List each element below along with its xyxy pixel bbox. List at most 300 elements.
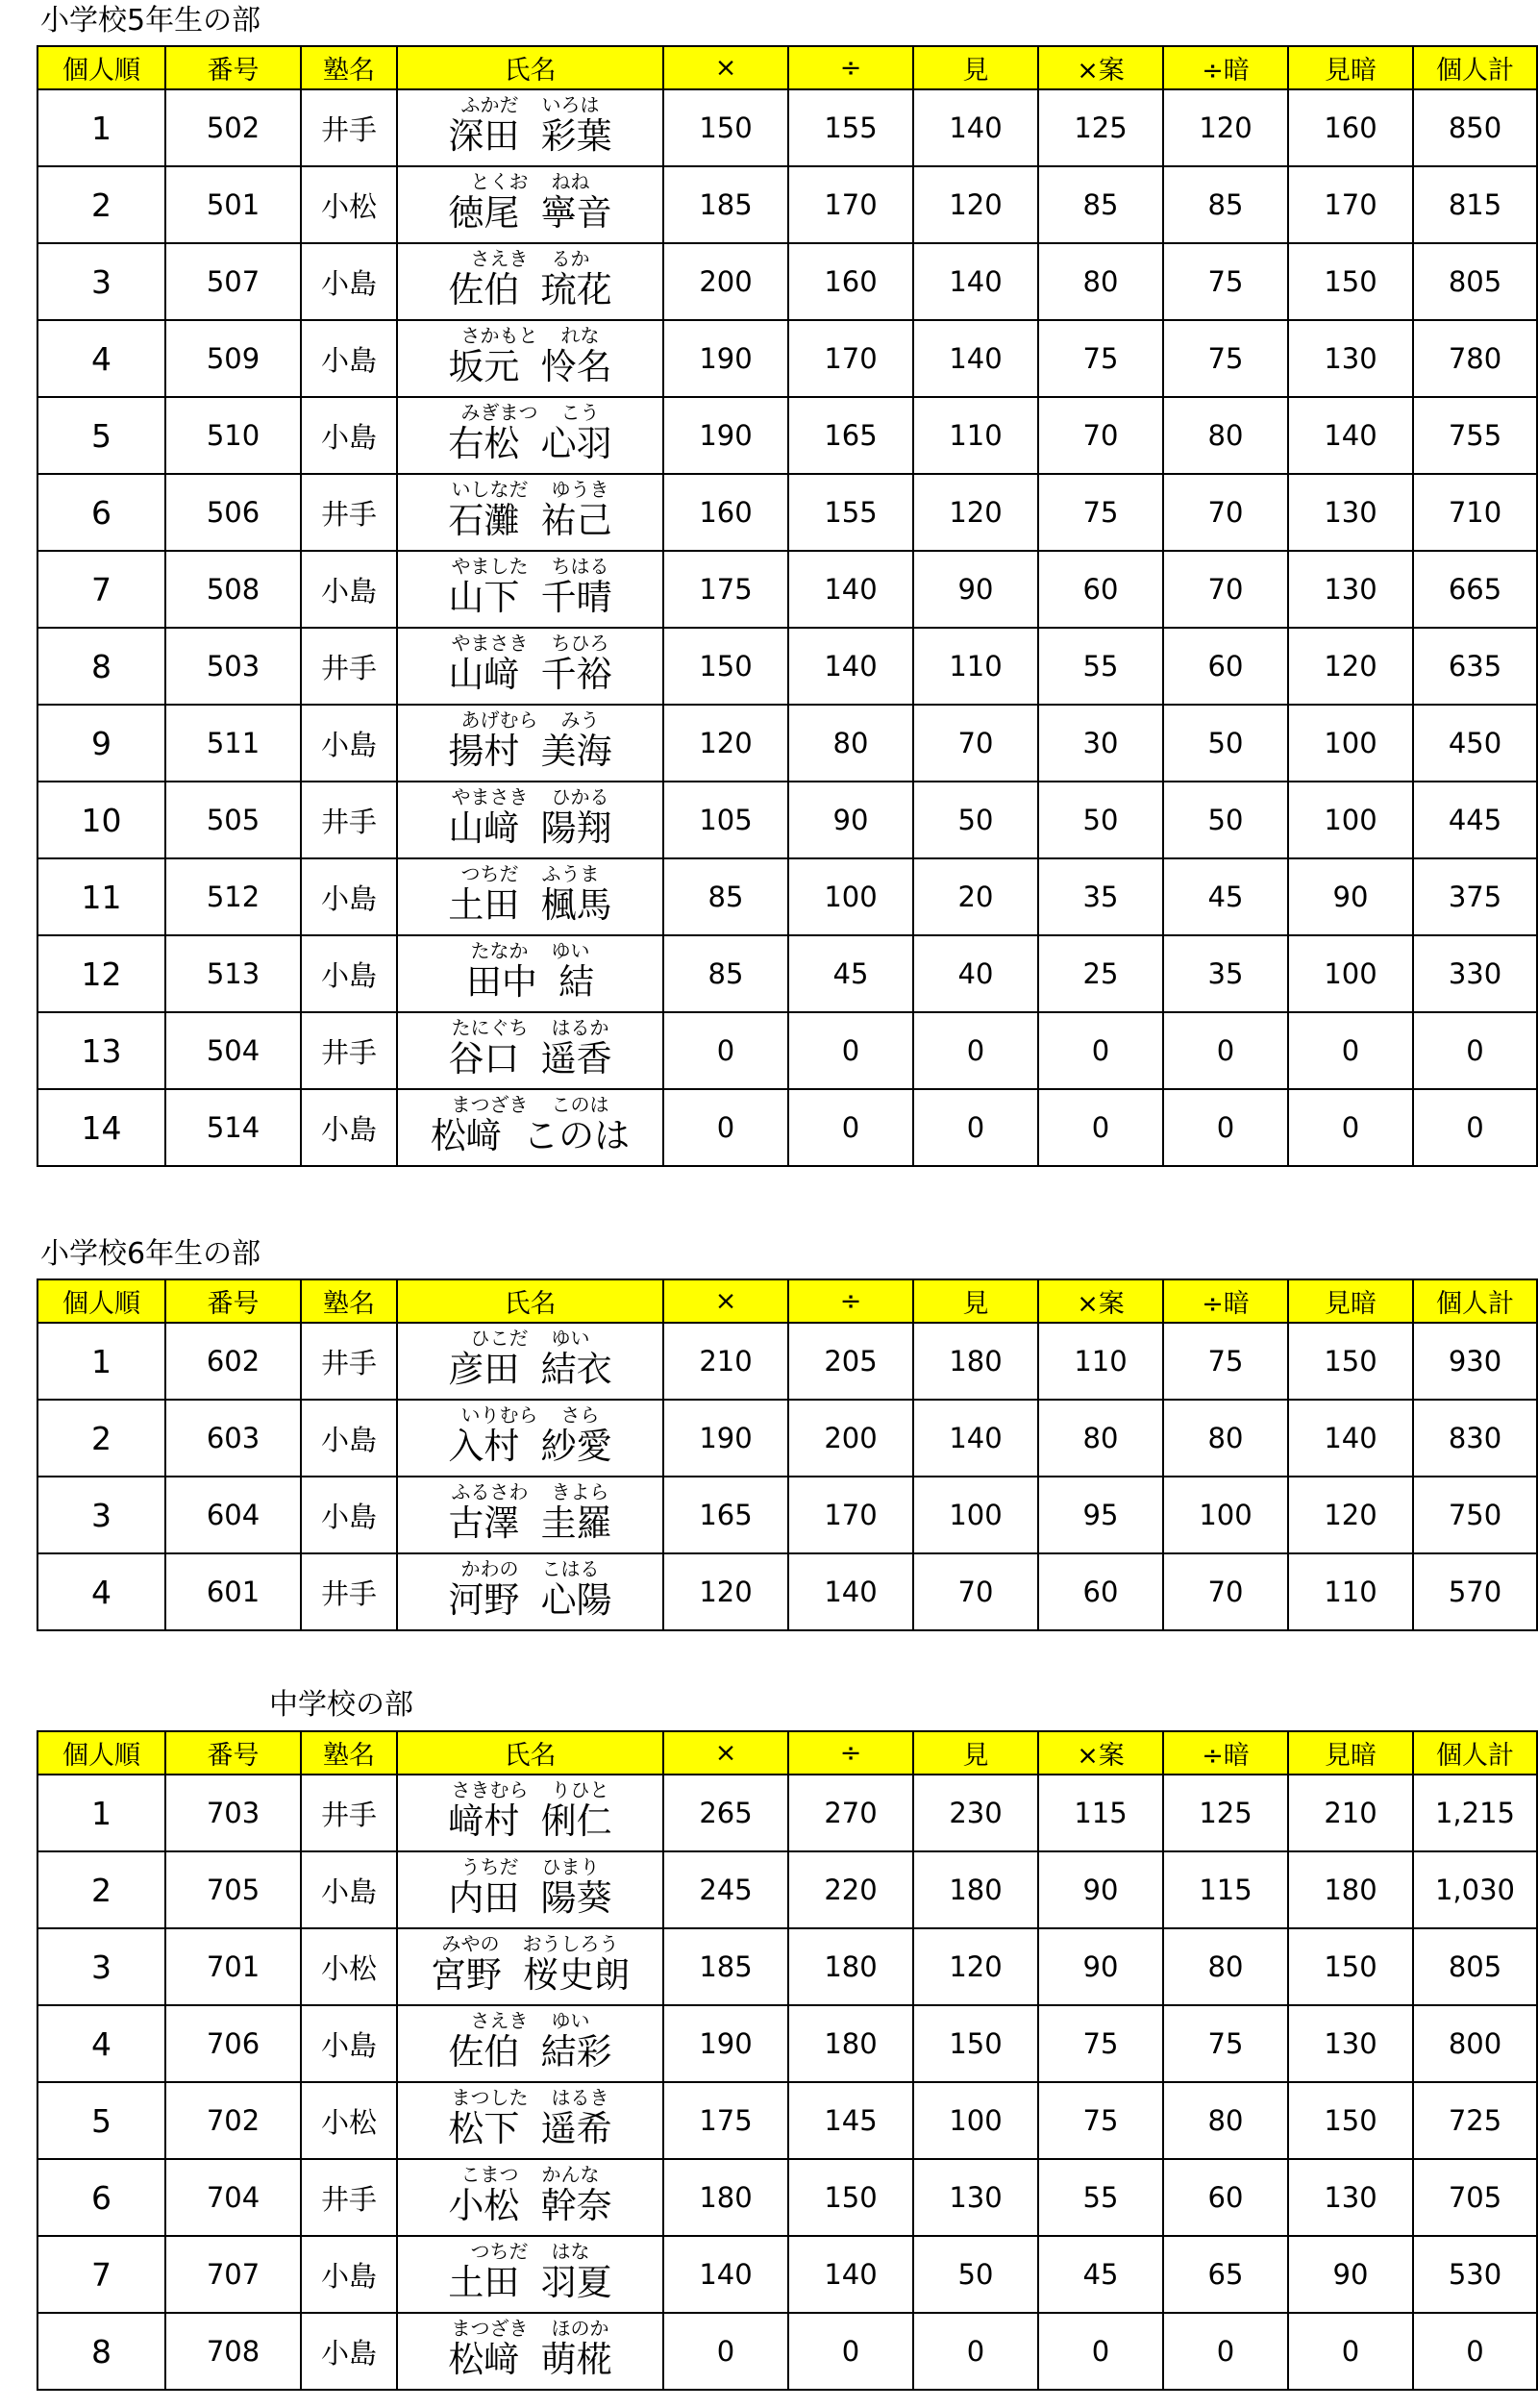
- mi-score-cell: 140: [913, 1400, 1038, 1477]
- name-furigana: [398, 1328, 662, 1349]
- mi-score-cell: 0: [913, 2313, 1038, 2390]
- furigana-family: さえき: [470, 2009, 529, 2032]
- mul-an-score-cell: 60: [1038, 1553, 1163, 1630]
- table-row: [37, 166, 1537, 243]
- table-row: [37, 2005, 1537, 2082]
- div-an-score-cell: 75: [1163, 1323, 1288, 1400]
- total-score-cell: 330: [1413, 935, 1537, 1012]
- rank-cell: 8: [37, 628, 165, 705]
- div-an-score-cell: 75: [1163, 2005, 1288, 2082]
- number-cell: 707: [165, 2236, 301, 2313]
- results-table-grade6: [37, 1278, 1538, 1631]
- school-cell: 井手: [301, 474, 397, 551]
- name-kanji: [398, 1502, 662, 1545]
- div-an-score-cell: 100: [1163, 1477, 1288, 1553]
- family-name: 石灘: [448, 500, 520, 541]
- given-name: 結: [558, 961, 595, 1003]
- furigana-given: ゆい: [551, 939, 590, 962]
- name-kanji: [398, 2262, 662, 2304]
- number-cell: 602: [165, 1323, 301, 1400]
- given-name: 紗愛: [540, 1426, 612, 1467]
- family-name: 坂元: [448, 346, 520, 387]
- table-row: [37, 1012, 1537, 1089]
- given-name: 楓馬: [540, 884, 612, 926]
- total-score-cell: 0: [1413, 1089, 1537, 1166]
- furigana-family: まつざき: [451, 2317, 529, 2340]
- total-score-cell: 665: [1413, 551, 1537, 628]
- name-kanji: [398, 346, 662, 388]
- div-score-cell: 45: [788, 935, 913, 1012]
- given-name: 美海: [540, 731, 612, 772]
- table-row: [37, 2082, 1537, 2159]
- name-kanji: [398, 884, 662, 927]
- header-div: ÷: [788, 1731, 913, 1775]
- total-score-cell: 0: [1413, 2313, 1537, 2390]
- furigana-given: はな: [551, 2240, 590, 2263]
- mul-an-score-cell: 55: [1038, 2159, 1163, 2236]
- furigana-family: ふかだ: [460, 93, 519, 116]
- family-name: 山下: [448, 577, 520, 618]
- total-score-cell: 750: [1413, 1477, 1537, 1553]
- school-cell: 井手: [301, 1323, 397, 1400]
- total-score-cell: 780: [1413, 320, 1537, 397]
- div-score-cell: 205: [788, 1323, 913, 1400]
- div-an-score-cell: 75: [1163, 320, 1288, 397]
- name-furigana: [398, 1933, 662, 1954]
- mul-score-cell: 140: [663, 2236, 788, 2313]
- total-score-cell: 1,215: [1413, 1775, 1537, 1851]
- furigana-given: りひと: [551, 1778, 609, 1801]
- number-cell: 706: [165, 2005, 301, 2082]
- school-cell: 井手: [301, 1012, 397, 1089]
- div-an-score-cell: 80: [1163, 2082, 1288, 2159]
- furigana-given: きよら: [551, 1480, 609, 1503]
- name-cell: [397, 2082, 663, 2159]
- number-cell: 505: [165, 782, 301, 858]
- mul-an-score-cell: 110: [1038, 1323, 1163, 1400]
- given-name: 遥香: [540, 1038, 612, 1080]
- name-cell: [397, 782, 663, 858]
- div-an-score-cell: 125: [1163, 1775, 1288, 1851]
- name-kanji: [398, 192, 662, 235]
- furigana-family: たなか: [470, 939, 529, 962]
- header-div-an: ÷暗: [1163, 46, 1288, 89]
- mi-score-cell: 100: [913, 1477, 1038, 1553]
- table-row: [37, 551, 1537, 628]
- name-furigana: [398, 1558, 662, 1579]
- name-cell: [397, 320, 663, 397]
- furigana-family: みぎまつ: [460, 401, 538, 424]
- table-row: [37, 1400, 1537, 1477]
- name-furigana: [398, 940, 662, 961]
- family-name: 土田: [448, 884, 520, 926]
- furigana-family: ひこだ: [470, 1327, 529, 1350]
- div-score-cell: 140: [788, 628, 913, 705]
- name-furigana: [398, 1481, 662, 1502]
- family-name: 河野: [448, 1579, 520, 1621]
- school-cell: 井手: [301, 628, 397, 705]
- furigana-given: ちひろ: [551, 632, 609, 655]
- mi-an-score-cell: 150: [1288, 243, 1413, 320]
- furigana-family: やまさき: [451, 785, 529, 808]
- header-rank: 個人順: [37, 1279, 165, 1323]
- table-row: [37, 397, 1537, 474]
- total-score-cell: 850: [1413, 89, 1537, 166]
- name-cell: [397, 628, 663, 705]
- name-kanji: [398, 2031, 662, 2073]
- given-name: 桜史朗: [523, 1954, 631, 1996]
- header-school: 塾名: [301, 1279, 397, 1323]
- div-score-cell: 160: [788, 243, 913, 320]
- header-div: ÷: [788, 46, 913, 89]
- name-kanji: [398, 1800, 662, 1843]
- div-an-score-cell: 85: [1163, 166, 1288, 243]
- mi-score-cell: 180: [913, 1851, 1038, 1928]
- total-score-cell: 445: [1413, 782, 1537, 858]
- mi-an-score-cell: 150: [1288, 1928, 1413, 2005]
- mul-an-score-cell: 95: [1038, 1477, 1163, 1553]
- mi-score-cell: 180: [913, 1323, 1038, 1400]
- given-name: 寧音: [540, 192, 612, 234]
- furigana-family: いしなだ: [451, 478, 529, 501]
- given-name: 幹奈: [540, 2185, 612, 2226]
- header-total: 個人計: [1413, 46, 1537, 89]
- number-cell: 512: [165, 858, 301, 935]
- div-score-cell: 0: [788, 2313, 913, 2390]
- name-cell: [397, 1851, 663, 1928]
- school-cell: 小松: [301, 1928, 397, 2005]
- rank-cell: 9: [37, 705, 165, 782]
- table-row: [37, 320, 1537, 397]
- family-name: 松﨑: [448, 2339, 520, 2380]
- total-score-cell: 1,030: [1413, 1851, 1537, 1928]
- div-an-score-cell: 75: [1163, 243, 1288, 320]
- name-cell: [397, 2159, 663, 2236]
- school-cell: 井手: [301, 2159, 397, 2236]
- rank-cell: 14: [37, 1089, 165, 1166]
- name-cell: [397, 935, 663, 1012]
- family-name: 宮野: [430, 1954, 502, 1996]
- rank-cell: 12: [37, 935, 165, 1012]
- total-score-cell: 705: [1413, 2159, 1537, 2236]
- name-furigana: [398, 2241, 662, 2262]
- header-div-an: ÷暗: [1163, 1731, 1288, 1775]
- mi-score-cell: 140: [913, 243, 1038, 320]
- header-number: 番号: [165, 1731, 301, 1775]
- total-score-cell: 725: [1413, 2082, 1537, 2159]
- name-furigana: [398, 402, 662, 423]
- mul-score-cell: 120: [663, 705, 788, 782]
- div-score-cell: 140: [788, 2236, 913, 2313]
- table-header: [37, 1731, 1537, 1775]
- mi-an-score-cell: 120: [1288, 1477, 1413, 1553]
- mul-an-score-cell: 55: [1038, 628, 1163, 705]
- header-mi: 見: [913, 1731, 1038, 1775]
- table-row: [37, 2159, 1537, 2236]
- div-an-score-cell: 80: [1163, 1928, 1288, 2005]
- total-score-cell: 710: [1413, 474, 1537, 551]
- mul-score-cell: 150: [663, 89, 788, 166]
- mul-an-score-cell: 115: [1038, 1775, 1163, 1851]
- div-an-score-cell: 50: [1163, 782, 1288, 858]
- name-furigana: [398, 2087, 662, 2108]
- mul-an-score-cell: 70: [1038, 397, 1163, 474]
- div-an-score-cell: 80: [1163, 1400, 1288, 1477]
- family-name: 徳尾: [448, 192, 520, 234]
- mul-an-score-cell: 30: [1038, 705, 1163, 782]
- mul-score-cell: 105: [663, 782, 788, 858]
- number-cell: 511: [165, 705, 301, 782]
- name-furigana: [398, 479, 662, 500]
- rank-cell: 10: [37, 782, 165, 858]
- name-kanji: [398, 115, 662, 158]
- mi-an-score-cell: 130: [1288, 320, 1413, 397]
- given-name: 俐仁: [540, 1800, 612, 1842]
- family-name: 右松: [448, 423, 520, 464]
- given-name: このは: [523, 1115, 631, 1156]
- school-cell: 井手: [301, 89, 397, 166]
- name-furigana: [398, 556, 662, 577]
- mul-score-cell: 190: [663, 320, 788, 397]
- name-kanji: [398, 1349, 662, 1391]
- mi-score-cell: 120: [913, 474, 1038, 551]
- header-total: 個人計: [1413, 1731, 1537, 1775]
- mi-score-cell: 50: [913, 782, 1038, 858]
- mi-an-score-cell: 150: [1288, 1323, 1413, 1400]
- furigana-family: かわの: [460, 1557, 519, 1580]
- name-furigana: [398, 325, 662, 346]
- total-score-cell: 570: [1413, 1553, 1537, 1630]
- number-cell: 601: [165, 1553, 301, 1630]
- header-mul: ×: [663, 1731, 788, 1775]
- total-score-cell: 805: [1413, 243, 1537, 320]
- number-cell: 510: [165, 397, 301, 474]
- school-cell: 小島: [301, 1477, 397, 1553]
- total-score-cell: 0: [1413, 1012, 1537, 1089]
- section-title-grade6: 小学校6年生の部: [40, 1237, 261, 1271]
- furigana-given: ほのか: [551, 2317, 609, 2340]
- number-cell: 509: [165, 320, 301, 397]
- school-cell: 小島: [301, 2313, 397, 2390]
- mul-score-cell: 0: [663, 1012, 788, 1089]
- mul-score-cell: 185: [663, 166, 788, 243]
- div-an-score-cell: 120: [1163, 89, 1288, 166]
- table-row: [37, 1089, 1537, 1166]
- name-kanji: [398, 1115, 662, 1157]
- furigana-given: はるか: [551, 1016, 609, 1039]
- furigana-given: いろは: [541, 93, 600, 116]
- family-name: 彦田: [448, 1349, 520, 1390]
- number-cell: 514: [165, 1089, 301, 1166]
- mi-an-score-cell: 140: [1288, 397, 1413, 474]
- mi-an-score-cell: 0: [1288, 2313, 1413, 2390]
- mi-score-cell: 130: [913, 2159, 1038, 2236]
- rank-cell: 4: [37, 320, 165, 397]
- given-name: 心陽: [540, 1579, 612, 1621]
- header-name: 氏名: [397, 1731, 663, 1775]
- furigana-family: さきむら: [451, 1778, 529, 1801]
- mul-an-score-cell: 60: [1038, 551, 1163, 628]
- rank-cell: 5: [37, 2082, 165, 2159]
- div-score-cell: 140: [788, 551, 913, 628]
- furigana-given: ゆうき: [551, 478, 609, 501]
- table-row: [37, 1851, 1537, 1928]
- furigana-given: みう: [560, 708, 600, 732]
- header-rank: 個人順: [37, 1731, 165, 1775]
- name-furigana: [398, 1856, 662, 1877]
- mul-score-cell: 265: [663, 1775, 788, 1851]
- name-kanji: [398, 961, 662, 1004]
- table-header: [37, 46, 1537, 89]
- header-div-an: ÷暗: [1163, 1279, 1288, 1323]
- header-mi: 見: [913, 46, 1038, 89]
- header-mi: 見: [913, 1279, 1038, 1323]
- header-mi-an: 見暗: [1288, 1279, 1413, 1323]
- div-score-cell: 165: [788, 397, 913, 474]
- family-name: 佐伯: [448, 269, 520, 310]
- given-name: 彩葉: [540, 115, 612, 157]
- total-score-cell: 375: [1413, 858, 1537, 935]
- name-kanji: [398, 577, 662, 619]
- div-score-cell: 0: [788, 1089, 913, 1166]
- school-cell: 小島: [301, 2005, 397, 2082]
- header-name: 氏名: [397, 1279, 663, 1323]
- number-cell: 506: [165, 474, 301, 551]
- header-total: 個人計: [1413, 1279, 1537, 1323]
- number-cell: 603: [165, 1400, 301, 1477]
- family-name: 揚村: [448, 731, 520, 772]
- div-an-score-cell: 0: [1163, 1012, 1288, 1089]
- rank-cell: 1: [37, 1323, 165, 1400]
- name-kanji: [398, 654, 662, 696]
- furigana-given: かんな: [541, 2163, 600, 2186]
- div-an-score-cell: 35: [1163, 935, 1288, 1012]
- mul-an-score-cell: 80: [1038, 243, 1163, 320]
- school-cell: 井手: [301, 1553, 397, 1630]
- total-score-cell: 830: [1413, 1400, 1537, 1477]
- family-name: 松﨑: [430, 1115, 502, 1156]
- mi-an-score-cell: 140: [1288, 1400, 1413, 1477]
- mul-score-cell: 175: [663, 551, 788, 628]
- name-cell: [397, 551, 663, 628]
- number-cell: 703: [165, 1775, 301, 1851]
- name-furigana: [398, 94, 662, 115]
- rank-cell: 3: [37, 1477, 165, 1553]
- div-an-score-cell: 115: [1163, 1851, 1288, 1928]
- name-kanji: [398, 423, 662, 465]
- mul-an-score-cell: 75: [1038, 320, 1163, 397]
- furigana-given: るか: [551, 247, 590, 270]
- name-kanji: [398, 500, 662, 542]
- family-name: 内田: [448, 1877, 520, 1919]
- number-cell: 504: [165, 1012, 301, 1089]
- furigana-given: ちはる: [551, 555, 609, 578]
- furigana-given: このは: [551, 1093, 609, 1116]
- mi-score-cell: 230: [913, 1775, 1038, 1851]
- furigana-family: さえき: [470, 247, 529, 270]
- school-cell: 小島: [301, 858, 397, 935]
- table-row: [37, 1477, 1537, 1553]
- section-title-junior-high: 中学校の部: [269, 1688, 413, 1722]
- name-furigana: [398, 1779, 662, 1800]
- mi-score-cell: 120: [913, 166, 1038, 243]
- table-row: [37, 1553, 1537, 1630]
- mul-score-cell: 175: [663, 2082, 788, 2159]
- header-school: 塾名: [301, 1731, 397, 1775]
- mul-an-score-cell: 75: [1038, 2005, 1163, 2082]
- name-kanji: [398, 2339, 662, 2381]
- furigana-given: ねね: [551, 170, 590, 193]
- div-an-score-cell: 70: [1163, 1553, 1288, 1630]
- name-cell: [397, 2005, 663, 2082]
- furigana-family: うちだ: [460, 1855, 519, 1878]
- mul-score-cell: 150: [663, 628, 788, 705]
- given-name: 結彩: [540, 2031, 612, 2073]
- div-score-cell: 170: [788, 166, 913, 243]
- school-cell: 小島: [301, 1089, 397, 1166]
- mi-an-score-cell: 130: [1288, 474, 1413, 551]
- number-cell: 701: [165, 1928, 301, 2005]
- furigana-family: やました: [451, 555, 529, 578]
- mul-an-score-cell: 75: [1038, 474, 1163, 551]
- mul-score-cell: 245: [663, 1851, 788, 1928]
- name-cell: [397, 89, 663, 166]
- name-kanji: [398, 2108, 662, 2150]
- family-name: 佐伯: [448, 2031, 520, 2073]
- mi-an-score-cell: 150: [1288, 2082, 1413, 2159]
- header-div: ÷: [788, 1279, 913, 1323]
- header-number: 番号: [165, 1279, 301, 1323]
- number-cell: 507: [165, 243, 301, 320]
- rank-cell: 8: [37, 2313, 165, 2390]
- header-name: 氏名: [397, 46, 663, 89]
- total-score-cell: 635: [1413, 628, 1537, 705]
- results-table-grade5: [37, 45, 1538, 1167]
- div-score-cell: 220: [788, 1851, 913, 1928]
- school-cell: 小島: [301, 935, 397, 1012]
- mi-an-score-cell: 130: [1288, 551, 1413, 628]
- name-cell: [397, 1477, 663, 1553]
- name-kanji: [398, 731, 662, 773]
- rank-cell: 6: [37, 2159, 165, 2236]
- given-name: 羽夏: [540, 2262, 612, 2303]
- family-name: 土田: [448, 2262, 520, 2303]
- mul-an-score-cell: 125: [1038, 89, 1163, 166]
- given-name: 祐己: [540, 500, 612, 541]
- mul-score-cell: 180: [663, 2159, 788, 2236]
- mul-an-score-cell: 35: [1038, 858, 1163, 935]
- table-row: [37, 243, 1537, 320]
- rank-cell: 3: [37, 1928, 165, 2005]
- header-mul-an: ×案: [1038, 1731, 1163, 1775]
- total-score-cell: 755: [1413, 397, 1537, 474]
- div-an-score-cell: 0: [1163, 1089, 1288, 1166]
- mul-score-cell: 190: [663, 2005, 788, 2082]
- furigana-given: こはる: [541, 1557, 600, 1580]
- rank-cell: 2: [37, 1851, 165, 1928]
- mi-an-score-cell: 90: [1288, 2236, 1413, 2313]
- name-cell: [397, 1400, 663, 1477]
- table-row: [37, 782, 1537, 858]
- given-name: 結衣: [540, 1349, 612, 1390]
- name-furigana: [398, 2318, 662, 2339]
- name-kanji: [398, 1877, 662, 1920]
- section-title-grade5: 小学校5年生の部: [40, 4, 261, 37]
- header-number: 番号: [165, 46, 301, 89]
- table-row: [37, 628, 1537, 705]
- number-cell: 702: [165, 2082, 301, 2159]
- mul-an-score-cell: 45: [1038, 2236, 1163, 2313]
